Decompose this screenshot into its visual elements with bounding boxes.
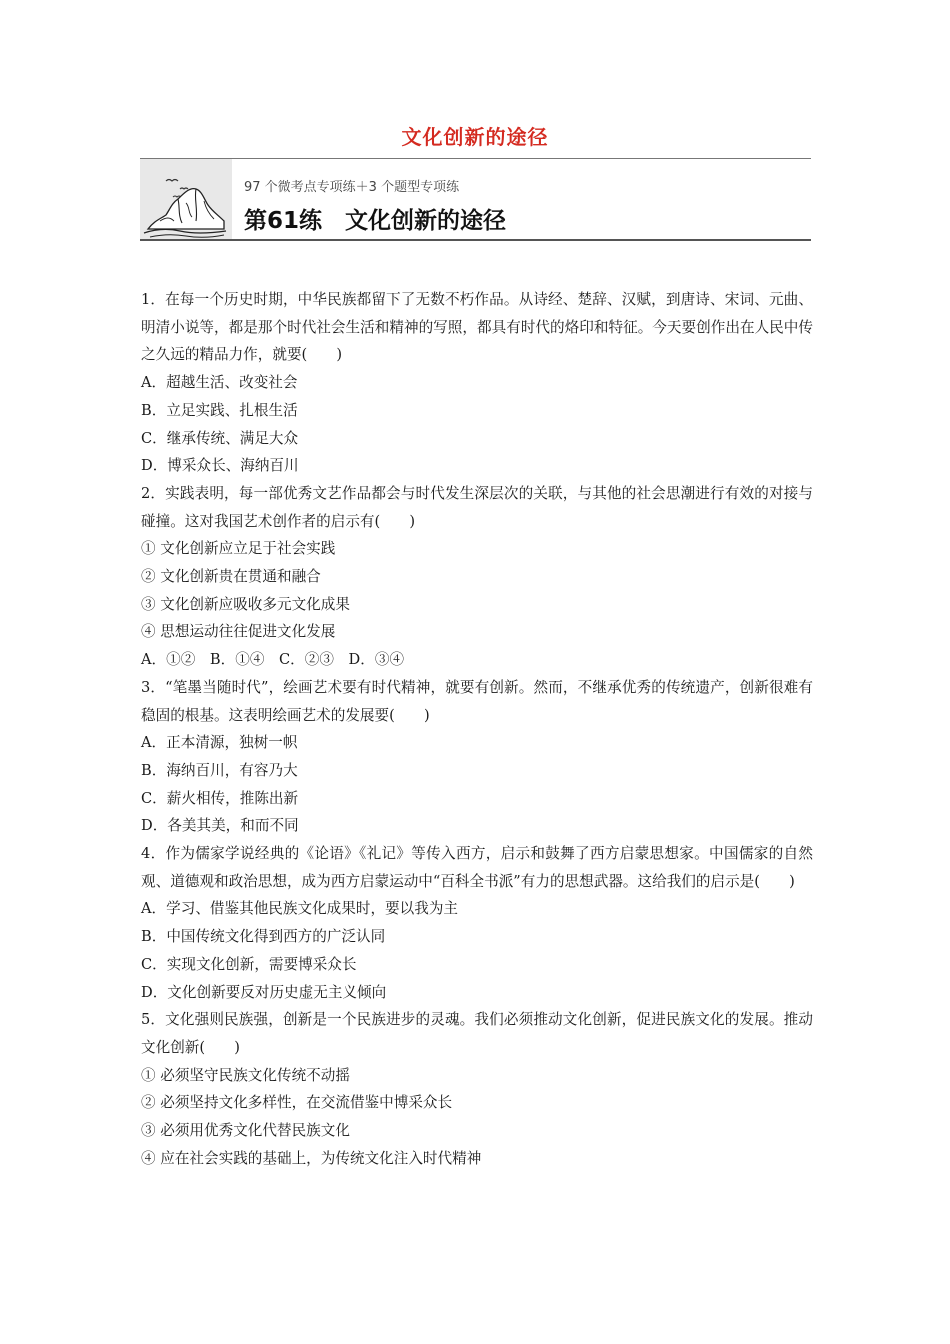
option-line: C．继承传统、满足大众 [141, 429, 299, 447]
statement-line: ③ 必须用优秀文化代替民族文化 [141, 1122, 350, 1140]
statement-line: ① 文化创新应立足于社会实践 [141, 540, 336, 558]
statement-line: ④ 应在社会实践的基础上，为传统文化注入时代精神 [141, 1149, 482, 1167]
question-3 [141, 674, 813, 840]
question-stem: 2．实践表明，每一部优秀文艺作品都会与时代发生深层次的关联，与其他的社会思潮进行有效的对接与碰撞。这对我国艺术创作者的启示有( ) [141, 484, 813, 530]
statement-line: ② 必须坚持文化多样性，在交流借鉴中博采众长 [141, 1094, 453, 1112]
statement-line: ① 必须坚守民族文化传统不动摇 [141, 1066, 350, 1084]
question-stem: 5．文化强则民族强，创新是一个民族进步的灵魂。我们必须推动文化创新，促进民族文化的发展。推动文化创新( ) [141, 1011, 813, 1056]
statement-line: ③ 文化创新应吸收多元文化成果 [141, 595, 350, 613]
page-title: 文化创新的途径 [401, 125, 549, 149]
statement-line: ④ 思想运动往往促进文化发展 [141, 623, 336, 641]
option-line: A．正本清源，独树一帜 [141, 734, 298, 752]
question-4 [141, 840, 813, 1006]
option-line: B．海纳百川，有容乃大 [141, 761, 298, 779]
banner-bottom-rule [140, 239, 811, 241]
option-line: A．学习、借鉴其他民族文化成果时，要以我为主 [141, 900, 459, 918]
option-line: A．超越生活、改变社会 [141, 374, 298, 392]
statement-line: ② 文化创新贵在贯通和融合 [141, 568, 321, 586]
banner-heading: 第61练 文化创新的途径 [244, 208, 507, 234]
option-line: C．实现文化创新，需要博采众长 [141, 955, 357, 973]
option-line: D．博采众长、海纳百川 [141, 457, 299, 475]
question-list [141, 286, 813, 1173]
question-5 [141, 1006, 813, 1172]
question-stem: 3．“笔墨当随时代”，绘画艺术要有时代精神，就要有创新。然而，不继承优秀的传统遗产，创新很难有稳固的根基。这表明绘画艺术的发展要( ) [141, 678, 813, 724]
option-line: D．各美其美，和而不同 [141, 817, 299, 835]
banner-top-rule [140, 158, 811, 159]
chapter-banner [140, 158, 811, 240]
option-line: C．薪火相传，推陈出新 [141, 789, 299, 807]
question-1 [141, 286, 813, 480]
option-line: B．立足实践、扎根生活 [141, 401, 298, 419]
option-line: B．中国传统文化得到西方的广泛认同 [141, 928, 386, 946]
question-stem: 4．作为儒家学说经典的《论语》《礼记》等传入西方，启示和鼓舞了西方启蒙思想家。中国儒家的自然观、道德观和政治思想，成为西方启蒙运动中“百科全书派”有力的思想武器。这给我们的启示是( ) [141, 845, 813, 890]
question-2 [141, 480, 813, 674]
banner-subtitle: 97 个微考点专项练＋3 个题型专项练 [244, 180, 460, 195]
option-line: A．①② B．①④ C．②③ D．③④ [141, 651, 405, 669]
option-line: D．文化创新要反对历史虚无主义倾向 [141, 983, 387, 1001]
mountain-landscape-icon [140, 159, 232, 239]
question-stem: 1．在每一个历史时期，中华民族都留下了无数不朽作品。从诗经、楚辞、汉赋，到唐诗、宋词、元曲、明清小说等，都是那个时代社会生活和精神的写照，都具有时代的烙印和特征。今天要创作出在人民中传之久远的精品力作，就要( ) [141, 291, 813, 364]
